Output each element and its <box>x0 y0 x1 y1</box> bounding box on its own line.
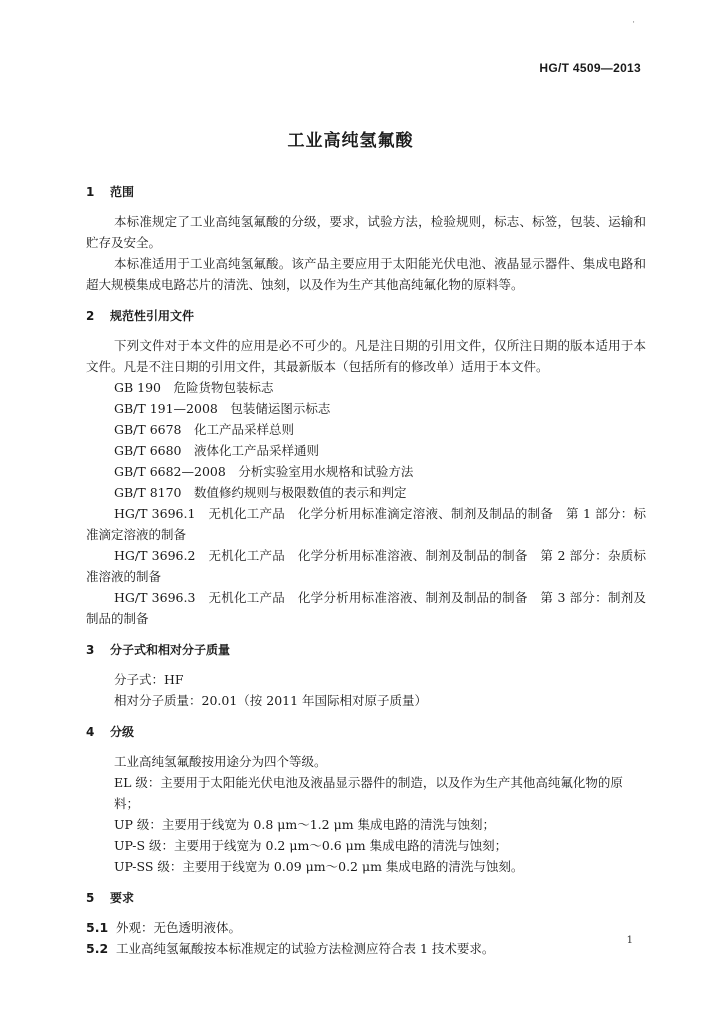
reference-item: GB/T 6682—2008 分析实验室用水规格和试验方法 <box>114 464 414 479</box>
reference-item: HG/T 3696.2 无机化工产品 化学分析用标准溶液、制剂及制品的制备 第 2 部分：杂质标准溶液的制备 <box>86 548 646 584</box>
corner-mark: · <box>632 18 635 28</box>
reference-item: GB 190 危险货物包装标志 <box>114 380 274 395</box>
reference-item: HG/T 3696.3 无机化工产品 化学分析用标准溶液、制剂及制品的制备 第 3 部分：制剂及制品的制备 <box>86 590 646 626</box>
scope-paragraph: 本标准规定了工业高纯氢氟酸的分级，要求，试验方法，检验规则，标志、标签，包装、运输和贮存及安全。 <box>86 214 646 250</box>
reference-item: GB/T 191—2008 包装储运图示标志 <box>114 401 331 416</box>
clause-text: 外观：无色透明液体。 <box>116 920 242 935</box>
clause-number: 5.2 <box>86 941 109 956</box>
page-number: 1 <box>626 935 633 946</box>
clause-item <box>86 938 646 959</box>
section-heading-requirements <box>86 888 646 908</box>
section-title: 分级 <box>110 725 135 739</box>
section-title: 规范性引用文件 <box>110 309 195 323</box>
document-body <box>86 182 646 959</box>
section-number: 1 <box>86 185 95 199</box>
section-title: 范围 <box>110 185 135 199</box>
document-title: 工业高纯氢氟酸 <box>287 131 414 151</box>
reference-item: GB/T 6680 液体化工产品采样通则 <box>114 443 320 458</box>
scope-paragraph: 本标准适用于工业高纯氢氟酸。该产品主要应用于太阳能光伏电池、液晶显示器件、集成电路和超大规模集成电路芯片的清洗、蚀刻，以及作为生产其他高纯氟化物的原料等。 <box>86 256 646 292</box>
reference-item: GB/T 6678 化工产品采样总则 <box>114 422 295 437</box>
clause-item <box>86 917 646 938</box>
molecular-formula: 分子式：HF <box>114 672 184 687</box>
references-intro: 下列文件对于本文件的应用是必不可少的。凡是注日期的引用文件，仅所注日期的版本适用于本文件。凡是不注日期的引用文件，其最新版本（包括所有的修改单）适用于本文件。 <box>86 338 646 374</box>
grade-item: UP-SS 级：主要用于线宽为 0.09 μm～0.2 μm 集成电路的清洗与蚀刻。 <box>114 859 524 874</box>
grade-item: UP-S 级：主要用于线宽为 0.2 μm～0.6 μm 集成电路的清洗与蚀刻； <box>114 838 508 853</box>
molecular-mass: 相对分子质量：20.01（按 2011 年国际相对原子质量） <box>114 693 428 708</box>
reference-item: GB/T 8170 数值修约规则与极限数值的表示和判定 <box>114 485 407 500</box>
section-number: 2 <box>86 309 95 323</box>
section-heading-formula <box>86 640 646 660</box>
standard-number: HG/T 4509—2013 <box>539 61 641 75</box>
clause-text: 工业高纯氢氟酸按本标准规定的试验方法检测应符合表 1 技术要求。 <box>116 941 495 956</box>
grades-intro: 工业高纯氢氟酸按用途分为四个等级。 <box>114 754 327 769</box>
grade-item: EL 级：主要用于太阳能光伏电池及液晶显示器件的制造，以及作为生产其他高纯氟化物的原料； <box>114 775 623 811</box>
section-heading-grades <box>86 722 646 742</box>
section-number: 4 <box>86 725 95 739</box>
grade-item: UP 级：主要用于线宽为 0.8 μm～1.2 μm 集成电路的清洗与蚀刻； <box>114 817 496 832</box>
section-number: 3 <box>86 643 95 657</box>
section-heading-normative-references <box>86 306 646 326</box>
section-number: 5 <box>86 891 95 905</box>
section-title: 分子式和相对分子质量 <box>110 643 231 657</box>
reference-item: HG/T 3696.1 无机化工产品 化学分析用标准滴定溶液、制剂及制品的制备 第 1 部分：标准滴定溶液的制备 <box>86 506 646 542</box>
section-title: 要求 <box>110 891 135 905</box>
clause-number: 5.1 <box>86 920 109 935</box>
section-heading-scope <box>86 182 646 202</box>
